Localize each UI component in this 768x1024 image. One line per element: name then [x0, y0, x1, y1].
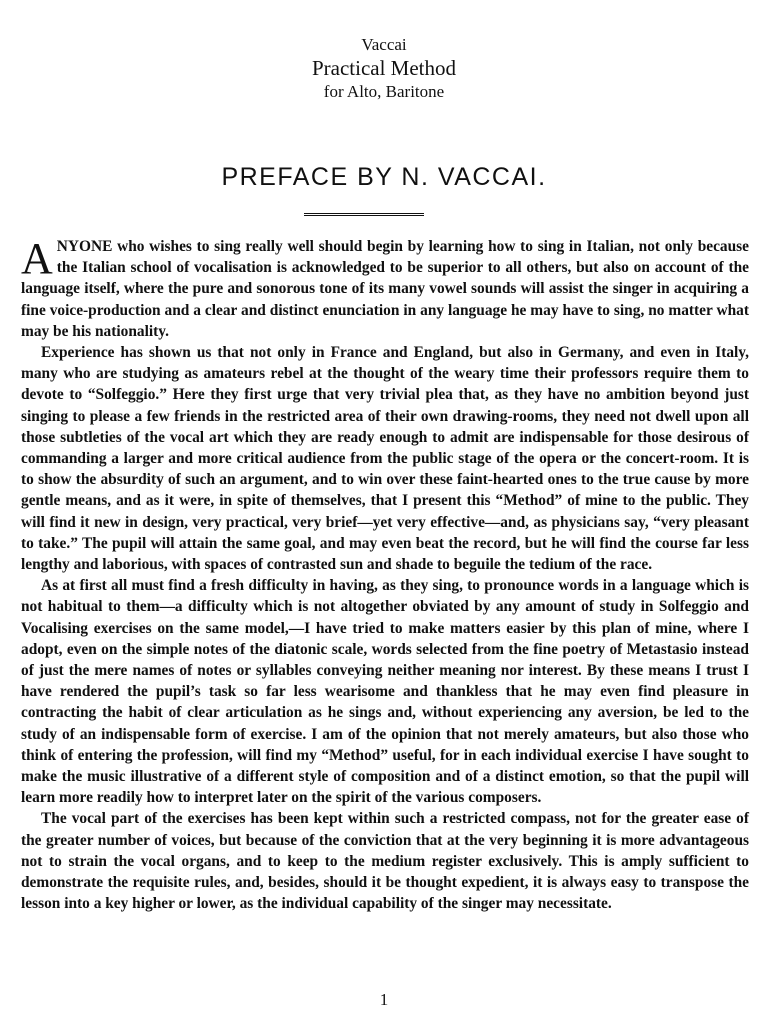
- book-header: [0, 34, 768, 103]
- paragraph-1: [21, 236, 749, 342]
- paragraph-2: Experience has shown us that not only in France and England, but also in Germany, and even in Italy, many who are studying as amateurs rebel at the thought of the weary time their professors require them to devote to “Solfeggio.” Here they first urge that very trivial plea that, as they have no ambition beyond just singing to please a few friends in the restricted area of their own drawing-rooms, they need not dwell upon all those subtleties of the vocal art which they are ready enough to admit are indispensable for those desirous of commanding a larger and more critical audience from the public stage of the opera or the concert-room. It is to show the absurdity of such an argument, and to win over these faint-hearted ones to the true cause by more gentle means, and as it were, in spite of themselves, that I present this “Method” of mine to the public. They will find it new in design, very practical, very brief—yet very effective—and, as physicians say, “very pleasant to take.” The pupil will attain the same goal, and may even beat the record, but he will find the course far less lengthy and laborious, with spaces of contrasted sun and shade to beguile the tedium of the race.: [21, 344, 749, 574]
- header-voice-type: for Alto, Baritone: [323, 82, 445, 101]
- paragraph-3: As at first all must find a fresh difficulty in having, as they sing, to pronounce words in a language which is not habitual to them—a difficulty which is not altogether obviated by any amount of study in Solfeggio and Vocalising exercises on the same model,—I have tried to make matters easier by this plan of mine, where I adopt, even on the simple notes of the diatonic scale, words selected from the fine poetry of Metastasio instead of just the mere names of notes or syllables conveying neither meaning nor interest. By these means I trust I have rendered the pupil’s task so far less wearisome and thankless that he may even find pleasure in contracting the habit of clear articulation as he sings and, without experiencing any aversion, be led to the study of an indispensable form of exercise. I am of the opinion that not merely amateurs, but also those who think of entering the profession, will find my “Method” useful, for in each individual exercise I have sought to make the music illustrative of a different style of composition and of a distinct emotion, so that the pupil will learn more readily how to interpret later on the spirit of the various composers.: [21, 577, 749, 807]
- page-title: PREFACE BY N. VACCAI.: [221, 163, 547, 191]
- header-work-title: Practical Method: [311, 56, 457, 80]
- preface-body: [21, 236, 749, 915]
- paragraph-1-text: NYONE who wishes to sing really well should begin by learning how to sing in Italian, not only because the Italian school of vocalisation is acknowledged to be superior to all others, but also on account of the language itself, where the pure and sonorous tone of its many vowel sounds will assist the singer in acquiring a fine voice-production and a clear and distinct enunciation in any language he may have to sing, no matter what may be his nationality.: [21, 238, 749, 340]
- page-number: 1: [379, 990, 389, 1009]
- header-author: Vaccai: [361, 35, 407, 54]
- title-divider: [304, 213, 424, 216]
- paragraph-4: The vocal part of the exercises has been kept within such a restricted compass, not for the greater ease of the greater number of voices, but because of the conviction that at the very beginning it is more advantageous not to strain the vocal organs, and to keep to the medium register exclusively. This is amply sufficient to demonstrate the requisite rules, and, besides, should it be thought expedient, it is always easy to transpose the lesson into a key higher or lower, as the individual capability of the singer may necessitate.: [21, 810, 749, 913]
- drop-cap: A: [21, 234, 53, 283]
